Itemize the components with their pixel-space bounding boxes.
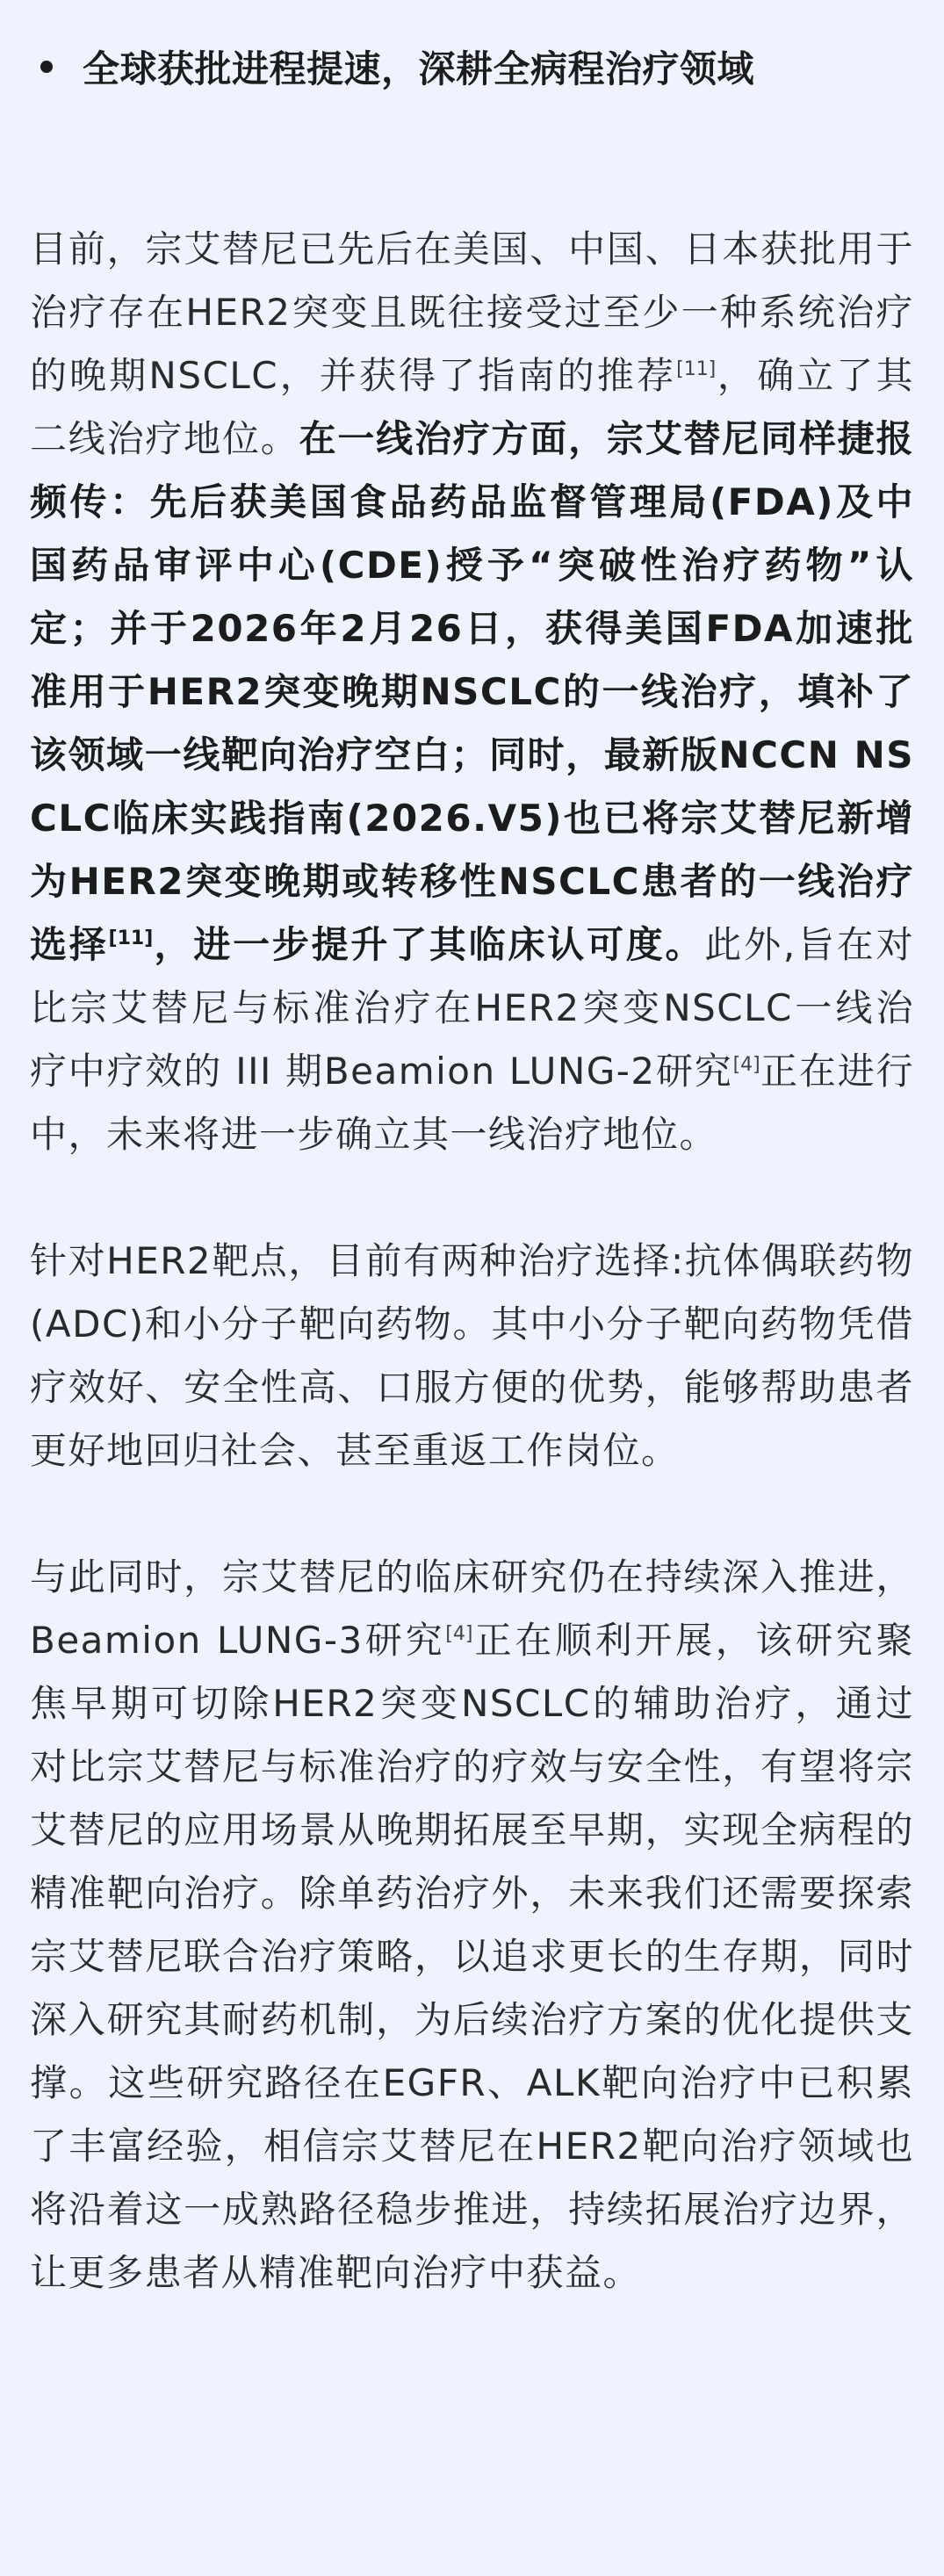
bold-text: ，进一步提升了其临床认可度。 <box>153 923 705 966</box>
paragraph-text: 正在进行中，未来将进一步确立其一线治疗地位。 <box>30 1050 914 1156</box>
citation-ref: [4] <box>732 1054 760 1076</box>
paragraph-future-research <box>30 1546 914 2305</box>
bullet-dot-icon <box>40 61 53 73</box>
citation-ref: [11] <box>676 358 717 380</box>
paragraph-text: 此外,旨在对比宗艾替尼与标准治疗在HER2突变NSCLC一线治疗中疗效的 III 期Beamion LUNG-2研究 <box>30 923 914 1093</box>
paragraph-approval <box>30 218 914 1166</box>
paragraph-text: 与此同时，宗艾替尼的临床研究仍在持续深入推进，Beamion LUNG-3研究 <box>30 1555 914 1662</box>
paragraph-text: 针对HER2靶点，目前有两种治疗选择:抗体偶联药物(ADC)和小分子靶向药物。其中小分子靶向药物凭借疗效好、安全性高、口服方便的优势，能够帮助患者更好地回归社会、甚至重返工作岗位。 <box>30 1239 914 1472</box>
bold-text: 在一线治疗方面，宗艾替尼同样捷报频传：先后获美国食品药品监督管理局(FDA)及中国药品审评中心(CDE)授予“突破性治疗药物”认定；并于2026年2月26日，获得美国FDA加速批准用于HER2突变晚期NSCLC的一线治疗，填补了该领域一线靶向治疗空白；同时，最新版NCCN NSCLC临床实践指南(2026.V5)也已将宗艾替尼新增为HER2突变晚期或转移性NSCLC患者的一线治疗选择 <box>30 417 914 966</box>
citation-ref: [4] <box>445 1623 473 1645</box>
bold-highlight-text <box>30 417 914 966</box>
paragraph-her2-options <box>30 1230 914 1483</box>
section-heading-text: 全球获批进程提速，深耕全病程治疗领域 <box>83 47 755 90</box>
paragraph-text: 目前，宗艾替尼已先后在美国、中国、日本获批用于治疗存在HER2突变且既往接受过至少一种系统治疗的晚期NSCLC，并获得了指南的推荐 <box>30 227 914 397</box>
section-heading <box>30 30 914 104</box>
citation-ref: [11] <box>108 927 154 949</box>
paragraph-text: 正在顺利开展，该研究聚焦早期可切除HER2突变NSCLC的辅助治疗，通过对比宗艾替尼与标准治疗的疗效与安全性，有望将宗艾替尼的应用场景从晚期拓展至早期，实现全病程的精准靶向治疗。除单药治疗外，未来我们还需要探索宗艾替尼联合治疗策略，以追求更长的生存期，同时深入研究其耐药机制，为后续治疗方案的优化提供支撑。这些研究路径在EGFR、ALK靶向治疗中已积累了丰富经验，相信宗艾替尼在HER2靶向治疗领域也将沿着这一成熟路径稳步推进，持续拓展治疗边界，让更多患者从精准靶向治疗中获益。 <box>30 1619 914 2294</box>
paragraph-text: ，确立了其二线治疗地位。 <box>30 354 914 460</box>
